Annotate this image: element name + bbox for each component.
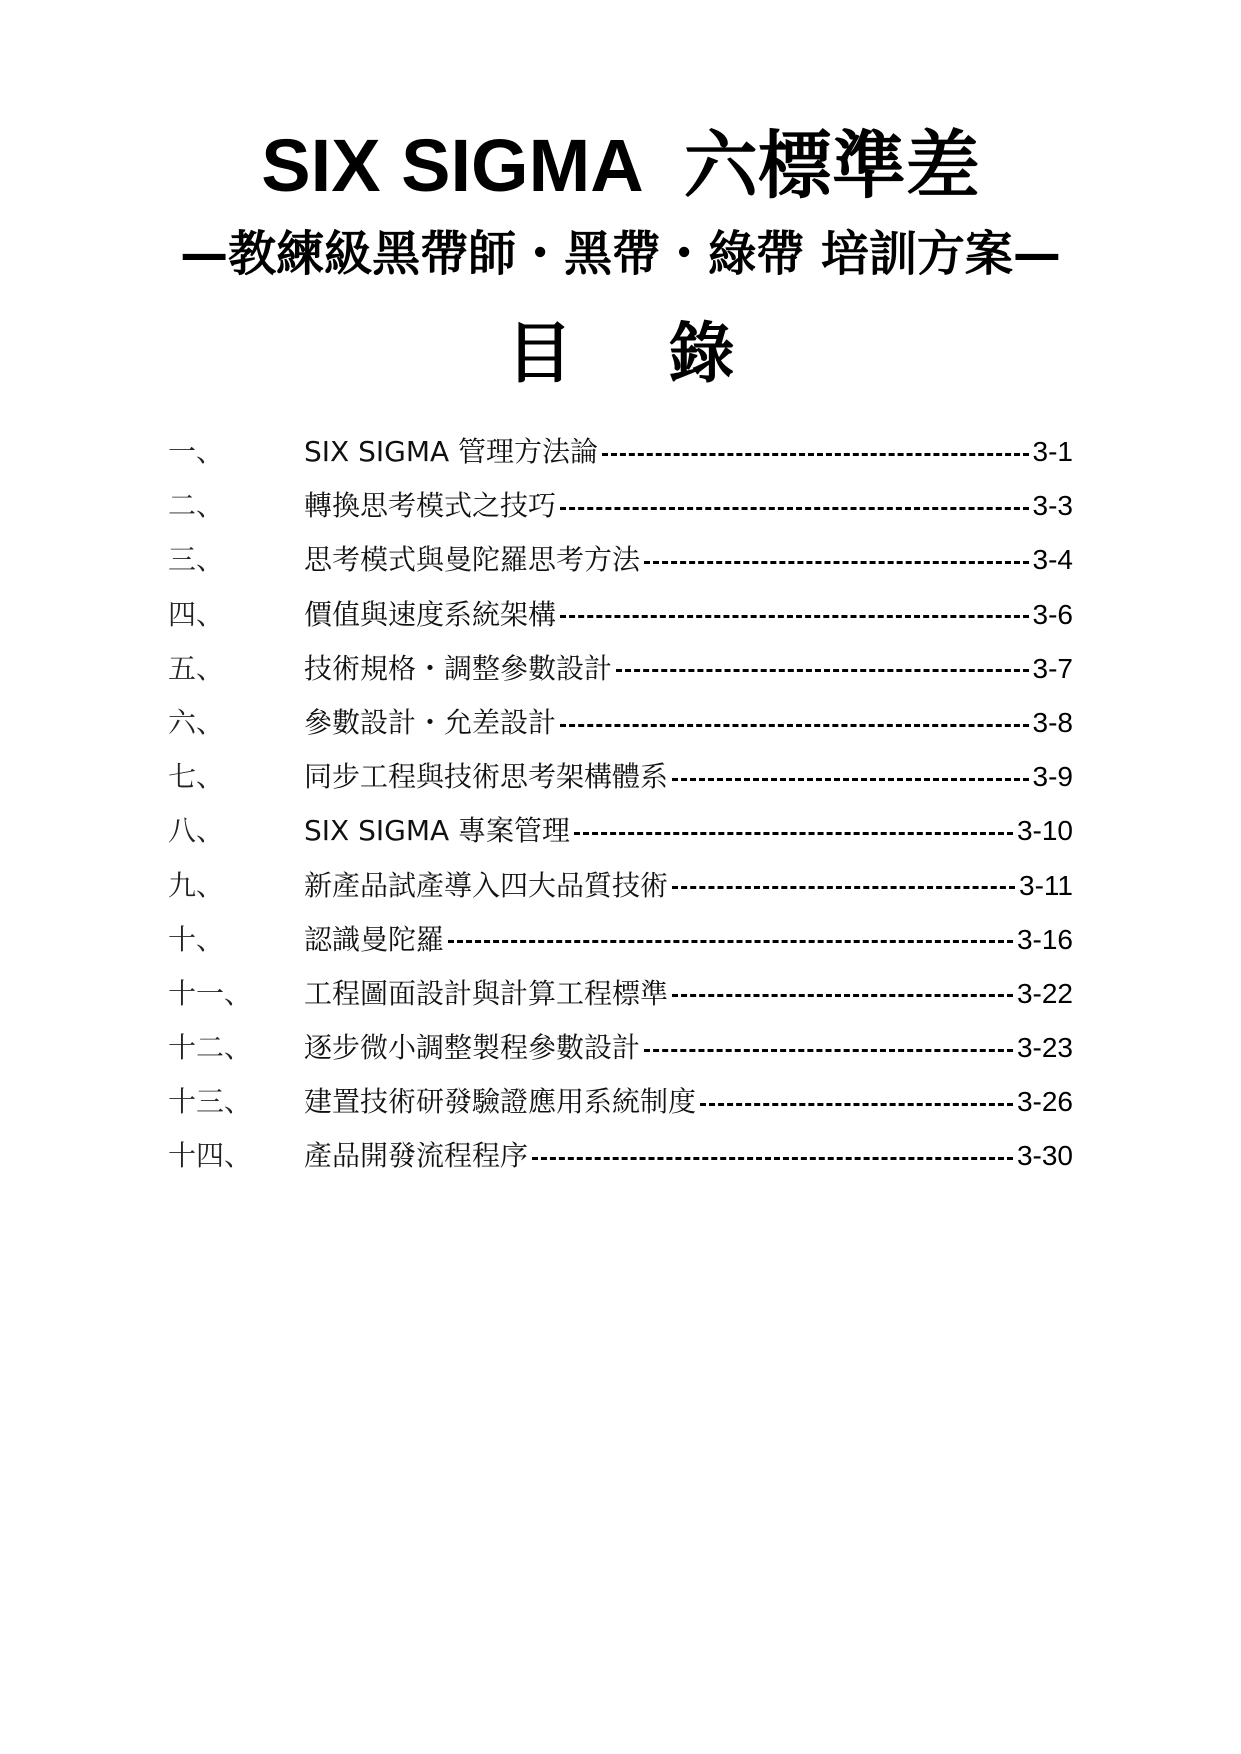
document-subtitle: —教練級黑帶師・黑帶・綠帶 培訓方案— [180, 226, 1061, 282]
toc-entry-number: 三、 [168, 543, 225, 577]
toc-entry-number: 九、 [168, 868, 225, 902]
title-english: SIX SIGMA [261, 124, 644, 207]
toc-entry[interactable] [168, 696, 1073, 750]
toc-entry-page: 3-11 [1019, 869, 1073, 901]
toc-entry-number: 七、 [168, 760, 225, 794]
dot-leader [560, 507, 1029, 510]
toc-entry-page: 3-7 [1032, 652, 1073, 684]
dot-leader [644, 1049, 1013, 1052]
toc-entry[interactable] [168, 1129, 1073, 1183]
toc-entry-page: 3-6 [1032, 598, 1073, 630]
toc-entry[interactable] [168, 859, 1073, 913]
toc-entry-title: 產品開發流程程序 [304, 1139, 529, 1173]
toc-entry-number: 五、 [168, 651, 225, 685]
toc-entry-page: 3-1 [1032, 436, 1073, 467]
dot-leader [602, 453, 1028, 456]
toc-entry-title: 轉換思考模式之技巧 [304, 489, 557, 523]
toc-entry-page: 3-22 [1016, 977, 1073, 1009]
toc-heading-char-1: 目 [506, 315, 573, 392]
dot-leader [532, 1157, 1013, 1160]
toc-entry-title: 參數設計・允差設計 [304, 705, 557, 739]
dot-leader [560, 615, 1029, 618]
toc-entry-title: 思考模式與曼陀羅思考方法 [304, 543, 641, 577]
toc-entry-number: 十三、 [168, 1085, 253, 1119]
toc-entry-title: 價值與速度系統架構 [304, 597, 557, 631]
toc-entry-number: 十、 [168, 922, 225, 956]
toc-entry-page: 3-3 [1032, 490, 1073, 522]
toc-entry-page: 3-26 [1016, 1086, 1073, 1118]
toc-heading [0, 312, 1241, 396]
toc-entry-page: 3-23 [1016, 1032, 1073, 1064]
toc-entry-title: SIX SIGMA 管理方法論 [304, 435, 599, 468]
toc-entry-page: 3-8 [1032, 706, 1073, 738]
table-of-contents [168, 425, 1073, 1184]
toc-entry-number: 十一、 [168, 976, 253, 1010]
toc-heading-char-2: 錄 [668, 315, 735, 392]
dot-leader [672, 778, 1029, 781]
toc-entry-title: 工程圖面設計與計算工程標準 [304, 976, 669, 1010]
toc-entry-page: 3-9 [1032, 761, 1073, 793]
toc-entry-title: 認識曼陀羅 [304, 922, 445, 956]
toc-entry-page: 3-10 [1016, 815, 1073, 847]
toc-entry-title: 技術規格・調整參數設計 [304, 651, 613, 685]
toc-entry[interactable] [168, 967, 1073, 1021]
toc-entry-title: 新產品試產導入四大品質技術 [304, 868, 669, 902]
document-title [0, 118, 1241, 214]
toc-entry-title: SIX SIGMA 專案管理 [304, 814, 571, 848]
dot-leader [644, 561, 1029, 564]
toc-entry-number: 二、 [168, 489, 225, 523]
toc-entry-title: 逐步微小調整製程參數設計 [304, 1031, 641, 1065]
dot-leader [574, 832, 1013, 835]
toc-entry-number: 六、 [168, 705, 225, 739]
toc-entry-number: 十四、 [168, 1139, 253, 1173]
toc-entry[interactable] [168, 750, 1073, 804]
title-chinese: 六標準差 [683, 123, 980, 209]
toc-entry-number: 十二、 [168, 1031, 253, 1065]
toc-entry[interactable] [168, 913, 1073, 967]
toc-entry[interactable] [168, 425, 1073, 479]
toc-entry[interactable] [168, 1075, 1073, 1129]
toc-entry-number: 一、 [168, 435, 225, 468]
toc-entry[interactable] [168, 479, 1073, 533]
toc-entry-title: 建置技術研發驗證應用系統制度 [304, 1085, 697, 1119]
dot-leader [448, 940, 1013, 943]
toc-entry[interactable] [168, 804, 1073, 858]
toc-entry-page: 3-30 [1016, 1140, 1073, 1172]
toc-entry-title: 同步工程與技術思考架構體系 [304, 760, 669, 794]
toc-entry-number: 四、 [168, 597, 225, 631]
toc-entry[interactable] [168, 1021, 1073, 1075]
toc-entry-number: 八、 [168, 814, 225, 848]
toc-entry[interactable] [168, 588, 1073, 642]
dot-leader [700, 1103, 1013, 1106]
toc-entry-page: 3-4 [1032, 544, 1073, 576]
toc-entry-page: 3-16 [1016, 923, 1073, 955]
dot-leader [672, 886, 1015, 889]
dot-leader [672, 994, 1013, 997]
toc-entry[interactable] [168, 642, 1073, 696]
toc-entry[interactable] [168, 533, 1073, 587]
dot-leader [560, 724, 1029, 727]
dot-leader [616, 669, 1029, 672]
